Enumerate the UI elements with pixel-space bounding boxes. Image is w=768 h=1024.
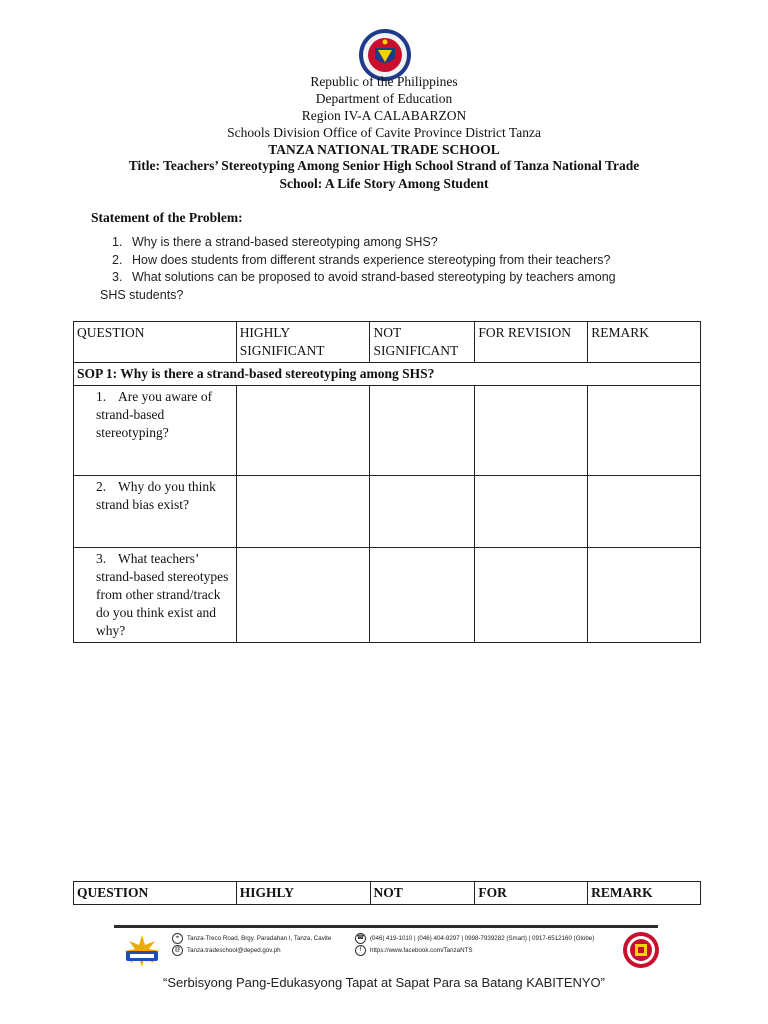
question-cell: 3. What teachers’ strand-based stereotypes from other strand/track do you think exist and why? — [74, 548, 237, 643]
republic-line: Republic of the Philippines — [310, 74, 458, 89]
facebook-icon: f — [355, 945, 366, 956]
header-highly-significant: HIGHLY SIGNIFICANT — [236, 322, 370, 363]
sdo-cavite-logo — [112, 933, 172, 969]
question-cell: 1. Are you aware of strand-based stereotyping? — [74, 386, 237, 476]
phone-icon: ☎ — [355, 933, 366, 944]
region-line: Region IV-A CALABARZON — [301, 108, 467, 123]
footer-motto: “Serbisyong Pang-Edukasyong Tapat at Sapat Para sa Batang KABITENYO” — [162, 975, 605, 990]
header-not: NOT — [370, 882, 475, 905]
validation-table — [73, 321, 701, 643]
facebook-link[interactable]: https://www.facebook.com/TanzaNTS — [370, 946, 473, 954]
for-revision-cell[interactable] — [475, 476, 588, 548]
problem-list — [100, 234, 672, 304]
remark-cell[interactable] — [588, 476, 701, 548]
remark-cell[interactable] — [588, 548, 701, 643]
school-logo — [622, 931, 660, 969]
remark-cell[interactable] — [588, 386, 701, 476]
for-revision-cell[interactable] — [475, 386, 588, 476]
not-significant-cell[interactable] — [370, 548, 475, 643]
footer-divider — [114, 925, 658, 928]
header-question: QUESTION — [74, 322, 237, 363]
phone-text: (046) 419-1010 | (046) 404-9297 | 0998-7939282 (Smart) | 0917-6512160 (Globe) — [370, 934, 595, 942]
problem-item: 2. How does students from different strands experience stereotyping from their teachers? — [112, 252, 611, 267]
validation-table-continued — [73, 881, 701, 905]
school-name: TANZA NATIONAL TRADE SCHOOL — [268, 142, 500, 157]
statement-heading: Statement of the Problem: — [91, 210, 243, 225]
division-line: Schools Division Office of Cavite Province District Tanza — [227, 125, 541, 140]
highly-significant-cell[interactable] — [236, 476, 370, 548]
question-cell: 2. Why do you think strand bias exist? — [74, 476, 237, 548]
header-remark: REMARK — [588, 322, 701, 363]
header-highly: HIGHLY — [236, 882, 370, 905]
title-line-2: School: A Life Story Among Student — [279, 176, 489, 191]
header-for-revision: FOR REVISION — [475, 322, 588, 363]
for-revision-cell[interactable] — [475, 548, 588, 643]
contact-row — [172, 944, 612, 956]
contact-row — [172, 932, 612, 944]
not-significant-cell[interactable] — [370, 476, 475, 548]
problem-item: 3. What solutions can be proposed to avoid strand-based stereotyping by teachers among — [112, 270, 616, 284]
highly-significant-cell[interactable] — [236, 548, 370, 643]
problem-item: 1. Why is there a strand-based stereotyping among SHS? — [112, 235, 438, 249]
problem-continuation: SHS students? — [100, 287, 184, 302]
email-text[interactable]: Tanza.tradeschool@deped.gov.ph — [187, 946, 281, 954]
department-line: Department of Education — [315, 91, 453, 106]
letterhead — [0, 73, 768, 158]
email-icon: @ — [172, 945, 183, 956]
research-title — [40, 157, 728, 193]
header-remark: REMARK — [588, 882, 701, 905]
location-pin-icon: ⌖ — [172, 933, 183, 944]
header-not-significant: NOT SIGNIFICANT — [370, 322, 475, 363]
footer-contacts — [172, 932, 612, 956]
not-significant-cell[interactable] — [370, 386, 475, 476]
title-line-1: Title: Teachers’ Stereotyping Among Senior High School Strand of Tanza National Trade — [128, 158, 640, 173]
header-for: FOR — [475, 882, 588, 905]
header-question: QUESTION — [74, 882, 237, 905]
highly-significant-cell[interactable] — [236, 386, 370, 476]
sop-1-row: SOP 1: Why is there a strand-based stereotyping among SHS? — [74, 363, 701, 386]
address-text: Tanza-Treco Road, Brgy. Paradahan I, Tanza, Cavite — [187, 934, 332, 942]
